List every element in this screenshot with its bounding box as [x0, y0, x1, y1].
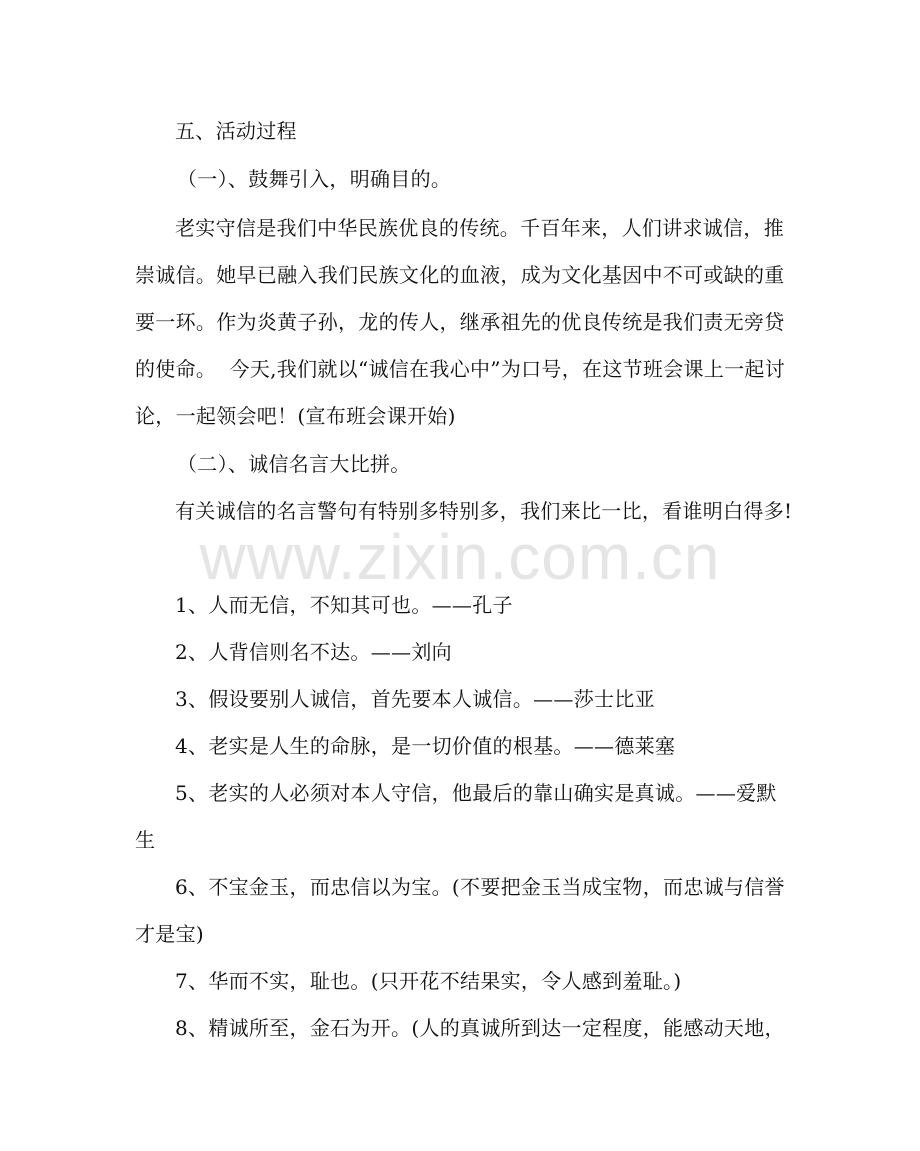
subheading-1: （一）、鼓舞引入，明确目的。 — [177, 167, 452, 191]
quote-item: 1、人而无信，不知其可也。——孔子 — [175, 593, 513, 617]
section-title: 五、活动过程 — [175, 119, 297, 143]
quote-item: 3、假设要别人诚信，首先要本人诚信。——莎士比亚 — [175, 687, 655, 711]
quote-item: 8、精诚所至，金石为开。(人的真诚所到达一定程度，能感动天地， — [175, 1016, 785, 1040]
quote-item: 7、华而不实，耻也。(只开花不结果实，令人感到羞耻。) — [175, 969, 682, 993]
quote-item: 5、老实的人必须对本人守信，他最后的靠山确实是真诚。——爱默生 — [135, 781, 777, 852]
paragraph-quotes-intro: 有关诚信的名言警句有特别多特别多，我们来比一比，看谁明白得多! — [175, 499, 793, 523]
quote-item: 2、人背信则名不达。——刘向 — [175, 640, 452, 664]
quote-item: 6、不宝金玉，而忠信以为宝。(不要把金玉当成宝物，而忠诚与信誉才是宝) — [135, 875, 785, 946]
watermark: www.zixin.com.cn — [199, 521, 721, 593]
paragraph-intro: 老实守信是我们中华民族优良的传统。千百年来，人们讲求诚信，推崇诚信。她早已融入我们民族文化的血液，成为文化基因中不可或缺的重要一环。作为炎黄子孙，龙的传人，继承祖先的优良传统是我们责无旁贷的使命。 今天,我们就以“诚信在我心中”为口号，在这节班会课上一起讨论，一起领会吧！(宣布班会课开始) — [135, 216, 786, 428]
subheading-2: （二）、诚信名言大比拼。 — [177, 452, 411, 476]
quote-item: 4、老实是人生的命脉，是一切价值的根基。——德莱塞 — [175, 734, 676, 758]
